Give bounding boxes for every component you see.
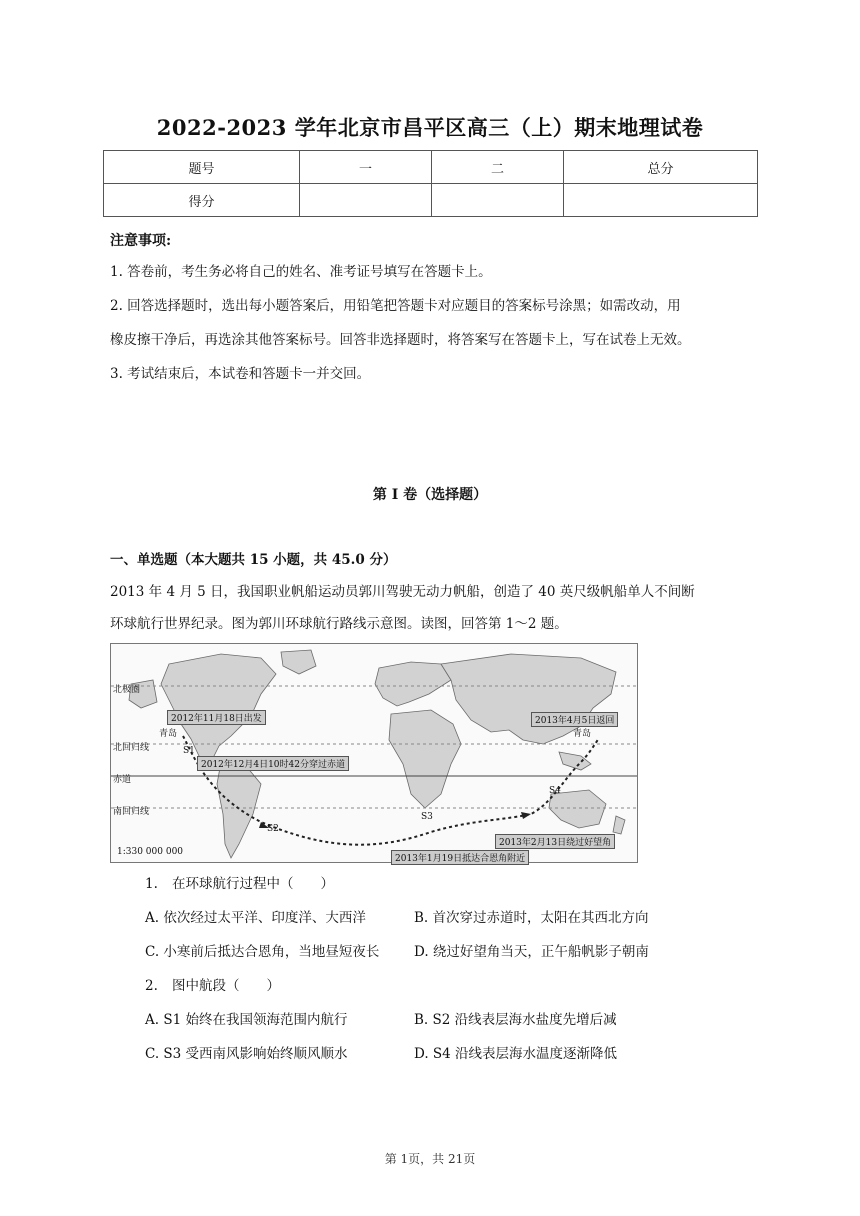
question-number: 2.: [145, 978, 158, 994]
table-cell: 题号: [104, 151, 300, 184]
segment-label: S4: [549, 786, 561, 796]
callout-good-hope: 2013年2月13日绕过好望角: [495, 834, 615, 849]
lat-label: 北极圈: [113, 685, 141, 695]
map-scale: 1:330 000 000: [117, 847, 184, 857]
port-label: 青岛: [573, 729, 592, 739]
callout-equator: 2012年12月4日10时42分穿过赤道: [197, 756, 349, 771]
notice-item: 橡皮擦干净后，再选涂其他答案标号。回答非选择题时，将答案写在答题卡上，写在试卷上无效。: [110, 332, 691, 348]
route-arrow: [521, 812, 531, 819]
table-cell: 二: [432, 151, 564, 184]
option: C. 小寒前后抵达合恩角，当地昼短夜长: [145, 944, 380, 960]
table-cell: [564, 184, 758, 217]
table-cell: 得分: [104, 184, 300, 217]
table-cell: [432, 184, 564, 217]
continents: [129, 650, 625, 858]
notice-heading: 注意事项:: [110, 233, 172, 249]
segment-label: S2: [267, 824, 279, 834]
table-cell: 总分: [564, 151, 758, 184]
lat-label: 赤道: [113, 775, 132, 785]
lat-label: 南回归线: [113, 807, 150, 817]
page-title: 2022-2023 学年北京市昌平区高三（上）期末地理试卷: [156, 115, 704, 140]
route-map: [110, 643, 638, 863]
intro-line: 2013 年 4 月 5 日，我国职业帆船运动员郭川驾驶无动力帆船，创造了 40 英尺级帆船单人不间断: [110, 584, 695, 600]
question-stem: 图中航段（ ）: [172, 978, 280, 994]
notice-item: 3. 考试结束后，本试卷和答题卡一并交回。: [110, 366, 371, 382]
option: D. S4 沿线表层海水温度逐渐降低: [414, 1046, 618, 1062]
score-table: [103, 150, 758, 217]
question-stem: 在环球航行过程中（ ）: [172, 876, 334, 892]
option: C. S3 受西南风影响始终顺风顺水: [145, 1046, 348, 1062]
score-table-header-row: [104, 151, 758, 184]
question-type-heading: 一、单选题（本大题共 15 小题，共 45.0 分）: [110, 552, 397, 568]
callout-return: 2013年4月5日返回: [531, 712, 618, 727]
segment-label: S1: [183, 746, 195, 756]
page-footer: 第 1页，共 21页: [384, 1152, 476, 1166]
lat-label: 北回归线: [113, 743, 150, 753]
option: B. S2 沿线表层海水盐度先增后减: [414, 1012, 617, 1028]
option: A. 依次经过太平洋、印度洋、大西洋: [145, 910, 366, 926]
notice-item: 2. 回答选择题时，选出每小题答案后，用铅笔把答题卡对应题目的答案标号涂黑；如需改动，用: [110, 298, 681, 314]
score-table-row: [104, 184, 758, 217]
callout-cape-horn: 2013年1月19日抵达合恩角附近: [391, 850, 529, 865]
callout-depart: 2012年11月18日出发: [167, 710, 266, 725]
port-label: 青岛: [159, 729, 178, 739]
option: A. S1 始终在我国领海范围内航行: [145, 1012, 348, 1028]
notice-item: 1. 答卷前，考生务必将自己的姓名、准考证号填写在答题卡上。: [110, 264, 492, 280]
section-title: 第 I 卷（选择题）: [372, 487, 488, 503]
table-cell: 一: [300, 151, 432, 184]
question-number: 1.: [145, 876, 158, 892]
option: B. 首次穿过赤道时，太阳在其西北方向: [414, 910, 649, 926]
intro-line: 环球航行世界纪录。图为郭川环球航行路线示意图。读图，回答第 1～2 题。: [110, 616, 568, 632]
segment-label: S3: [421, 812, 433, 822]
option: D. 绕过好望角当天，正午船帆影子朝南: [414, 944, 649, 960]
table-cell: [300, 184, 432, 217]
